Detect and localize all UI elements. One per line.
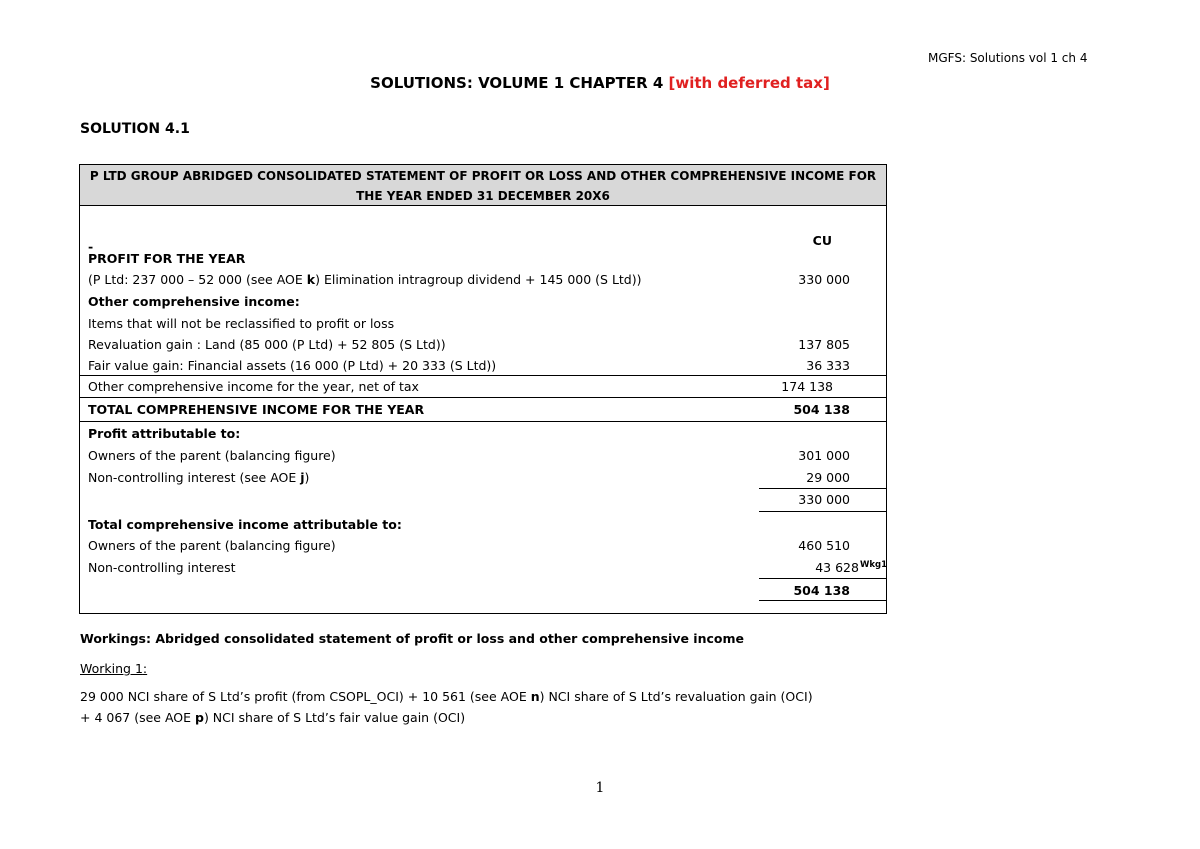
row-divider [80, 421, 886, 422]
total-rule [759, 397, 886, 398]
nci-label-ref: j [300, 470, 305, 485]
working-line-1-a: 29 000 NCI share of S Ltd’s profit (from CSOPL_OCI) + 10 561 (see AOE [80, 689, 531, 704]
title-main: SOLUTIONS: VOLUME 1 CHAPTER 4 [370, 74, 669, 92]
tci-attributable-total: 504 138 [793, 583, 850, 598]
nci-label-a: Non-controlling interest (see AOE [88, 470, 301, 485]
total-rule [759, 600, 886, 601]
total-rule [759, 511, 886, 512]
owners-profit-label: Owners of the parent (balancing figure) [88, 448, 336, 463]
page-title [0, 74, 1200, 92]
profit-attributable-heading: Profit attributable to: [88, 426, 241, 441]
revaluation-label: Revaluation gain : Land (85 000 (P Ltd) + 52 805 (S Ltd)) [88, 337, 446, 352]
nci-tci-label: Non-controlling interest [88, 560, 236, 575]
profit-value: 330 000 [798, 272, 850, 287]
revaluation-value: 137 805 [798, 337, 850, 352]
nci-tci-amount: 43 628 [815, 560, 859, 575]
statement-heading [80, 165, 886, 206]
working-line-1 [80, 689, 813, 704]
profit-detail-a: (P Ltd: 237 000 – 52 000 (see AOE [88, 272, 307, 287]
subtotal-rule [759, 578, 886, 579]
fair-value-value: 36 333 [806, 358, 850, 373]
working-line-2 [80, 710, 465, 725]
oci-items-note: Items that will not be reclassified to profit or loss [88, 316, 395, 331]
tci-attributable-heading: Total comprehensive income attributable to: [88, 517, 402, 532]
owners-profit-value: 301 000 [798, 448, 850, 463]
fair-value-label: Fair value gain: Financial assets (16 000 (P Ltd) + 20 333 (S Ltd)) [88, 358, 497, 373]
nci-tci-value [730, 560, 887, 575]
page-number: 1 [595, 780, 605, 796]
currency-header: CU [812, 233, 832, 248]
working-line-2-b: ) NCI share of S Ltd’s fair value gain (OCI) [203, 710, 466, 725]
subtotal-rule [759, 375, 886, 376]
working-line-2-ref: p [195, 710, 204, 725]
statement-heading-line1: P LTD GROUP ABRIDGED CONSOLIDATED STATEMENT OF PROFIT OR LOSS AND OTHER COMPREHENSIVE INCOME FOR [89, 169, 877, 183]
profit-for-year-label: PROFIT FOR THE YEAR [88, 251, 246, 266]
working-reference: Wkg1 [859, 560, 887, 570]
solution-title: SOLUTION 4.1 [80, 121, 190, 137]
profit-detail-ref: k [306, 272, 316, 287]
nci-profit-value: 29 000 [806, 470, 850, 485]
oci-heading: Other comprehensive income: [88, 294, 300, 309]
subtotal-rule [759, 488, 886, 489]
working-line-2-a: + 4 067 (see AOE [80, 710, 195, 725]
profit-detail [88, 272, 642, 287]
oci-total-value: 174 138 [781, 379, 833, 394]
nci-profit-label [88, 470, 309, 485]
working-line-1-b: ) NCI share of S Ltd’s revaluation gain (OCI) [539, 689, 813, 704]
nci-label-b: ) [304, 470, 310, 485]
working-1-heading [80, 661, 147, 676]
workings-title: Workings: Abridged consolidated statement of profit or loss and other comprehensive income [80, 631, 744, 646]
running-header: MGFS: Solutions vol 1 ch 4 [928, 51, 1088, 65]
title-highlight: [with deferred tax] [668, 74, 830, 92]
profit-detail-b: ) Elimination intragroup dividend + 145 000 (S Ltd)) [315, 272, 642, 287]
oci-total-label: Other comprehensive income for the year, net of tax [88, 379, 419, 394]
tci-label: TOTAL COMPREHENSIVE INCOME FOR THE YEAR [88, 402, 425, 417]
working-1-colon: : [142, 661, 148, 676]
statement-table [79, 164, 887, 614]
working-1-label: Working 1 [80, 661, 143, 676]
profit-attributable-total: 330 000 [798, 492, 850, 507]
dash-mark: - [88, 239, 94, 254]
owners-tci-label: Owners of the parent (balancing figure) [88, 538, 336, 553]
working-line-1-ref: n [530, 689, 540, 704]
owners-tci-value: 460 510 [798, 538, 850, 553]
statement-heading-line2: THE YEAR ENDED 31 DECEMBER 20X6 [356, 189, 610, 203]
tci-value: 504 138 [793, 402, 850, 417]
